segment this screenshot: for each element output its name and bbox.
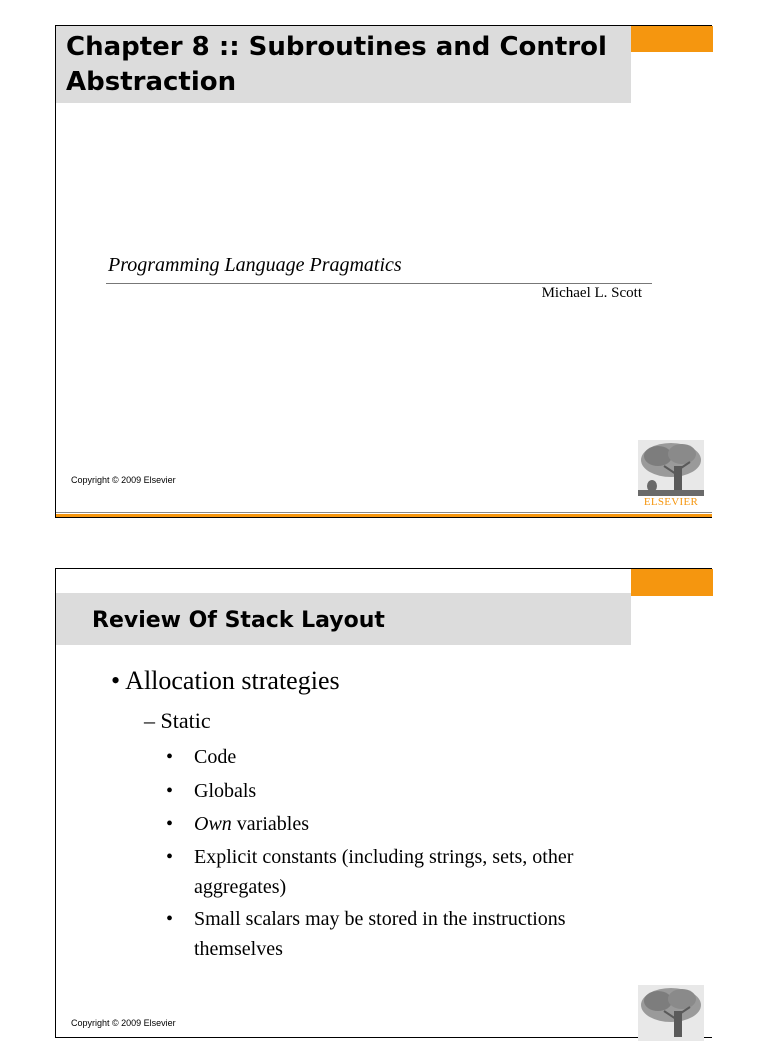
list-item: • Own variables: [166, 813, 309, 835]
elsevier-tree-icon: [638, 440, 704, 496]
book-title: Programming Language Pragmatics: [108, 254, 402, 276]
elsevier-logo: [638, 440, 704, 510]
bottom-line: [56, 514, 712, 517]
content-slide: [55, 568, 712, 1038]
title-bar: [56, 26, 631, 103]
copyright: Copyright © 2009 Elsevier: [71, 475, 176, 485]
title-slide: [55, 25, 712, 518]
italic-word: Own: [194, 813, 232, 835]
subbullet-text: Static: [160, 708, 211, 733]
slide-title: Chapter 8 :: Subroutines and Control Abstraction: [66, 32, 607, 97]
logo-text: ELSEVIER: [643, 496, 699, 508]
subtitle-rule: [106, 283, 652, 284]
list-item: • Explicit constants (including strings, sets, other aggregates): [166, 846, 574, 898]
list-item: • Small scalars may be stored in the instructions themselves: [166, 908, 566, 960]
bullet-level2: – Static: [144, 708, 211, 733]
title-bar: [56, 593, 631, 645]
elsevier-logo: [638, 985, 704, 1045]
copyright: Copyright © 2009 Elsevier: [71, 1018, 176, 1028]
accent-bar: [631, 26, 713, 52]
accent-bar: [631, 569, 713, 596]
elsevier-tree-icon: [638, 985, 704, 1041]
list-item: • Code: [166, 746, 237, 768]
author: Michael L. Scott: [541, 285, 642, 301]
bullet-level1: • Allocation strategies: [111, 666, 340, 695]
list-item: • Globals: [166, 780, 257, 802]
bullet-text: Allocation strategies: [125, 666, 340, 695]
slide-title: Review Of Stack Layout: [92, 608, 385, 633]
